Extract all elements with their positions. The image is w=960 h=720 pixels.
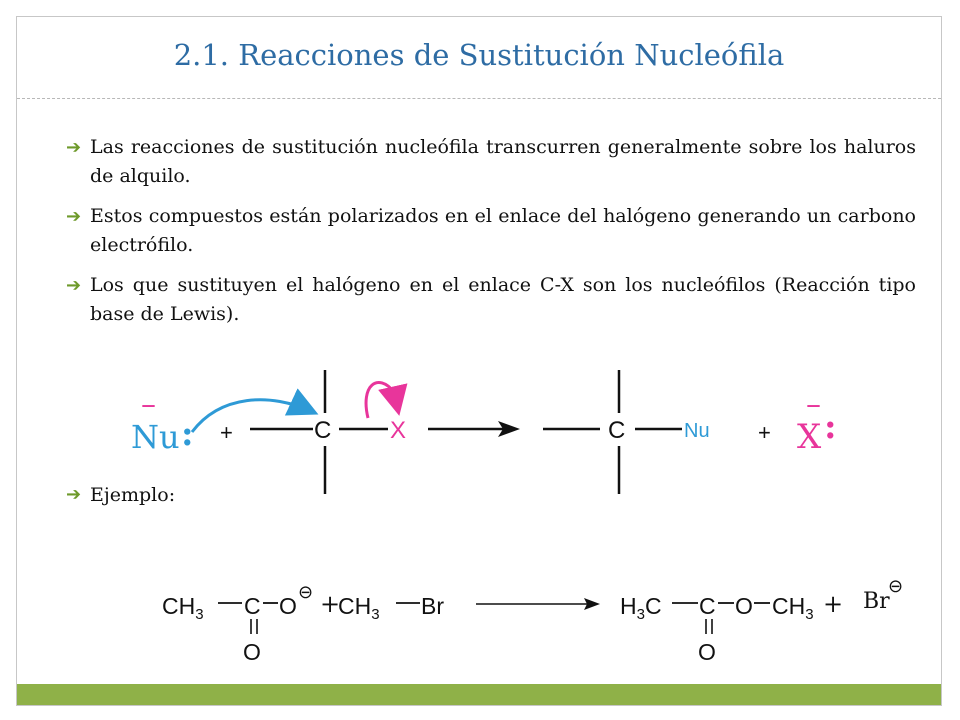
- carbonyl-oxygen: O: [243, 639, 261, 665]
- example-text: Ejemplo:: [90, 484, 176, 506]
- nucleophile-colon: :: [181, 414, 194, 454]
- halide-minus: –: [806, 387, 821, 422]
- bromine-reactant: Br: [421, 593, 444, 619]
- bullet-text: Estos compuestos están polarizados en el enlace del halógeno generando un carbono electrófilo.: [90, 205, 916, 256]
- h3c-product: $H_3C$: [620, 593, 662, 623]
- right-arrow-icon: ➔: [66, 206, 82, 227]
- nucleophile-minus: –: [141, 387, 156, 422]
- ch3-reactant: $CH_3$: [162, 593, 204, 623]
- acetate-charge: ⊖: [298, 582, 314, 602]
- plus-sign: +: [220, 420, 233, 445]
- footer-bar: [17, 684, 941, 705]
- bromide-product: Br: [863, 589, 890, 614]
- bullet-text: Las reacciones de sustitución nucleófila transcurren generalmente sobre los haluros de alquilo.: [90, 136, 916, 187]
- example-plus-2: +: [823, 590, 844, 618]
- right-arrow-icon: ➔: [66, 484, 82, 505]
- product-plus-sign: +: [758, 420, 771, 445]
- right-arrow-icon: ➔: [66, 275, 82, 296]
- halide-label: X: [797, 417, 822, 457]
- right-arrow-icon: ➔: [66, 137, 82, 158]
- leaving-group-label: X: [390, 417, 407, 444]
- nucleophile-label: Nu: [131, 418, 180, 456]
- slide-title: 2.1. Reacciones de Sustitución Nucleófila: [173, 38, 785, 72]
- bullet-text: Los que sustituyen el halógeno en el enlace C-X son los nucleófilos (Reacción tipo base de Lewis).: [90, 274, 916, 325]
- ester-carbon: C: [699, 593, 716, 619]
- example-plus-1: +: [320, 590, 341, 618]
- ch3-methyl: $CH_3$: [338, 593, 380, 623]
- halide-colon: :: [824, 407, 837, 447]
- carbon-label: C: [314, 417, 332, 444]
- acetate-oxygen: O: [279, 593, 297, 619]
- product-carbon-label: C: [608, 417, 626, 444]
- ester-carbonyl-oxygen: O: [698, 639, 716, 665]
- bromide-charge: ⊖: [888, 576, 904, 596]
- product-nu-label: Nu: [684, 420, 710, 442]
- ester-oxygen: O: [735, 593, 753, 619]
- acetate-carbon: C: [244, 593, 261, 619]
- ester-ch3: $CH_3$: [772, 593, 814, 623]
